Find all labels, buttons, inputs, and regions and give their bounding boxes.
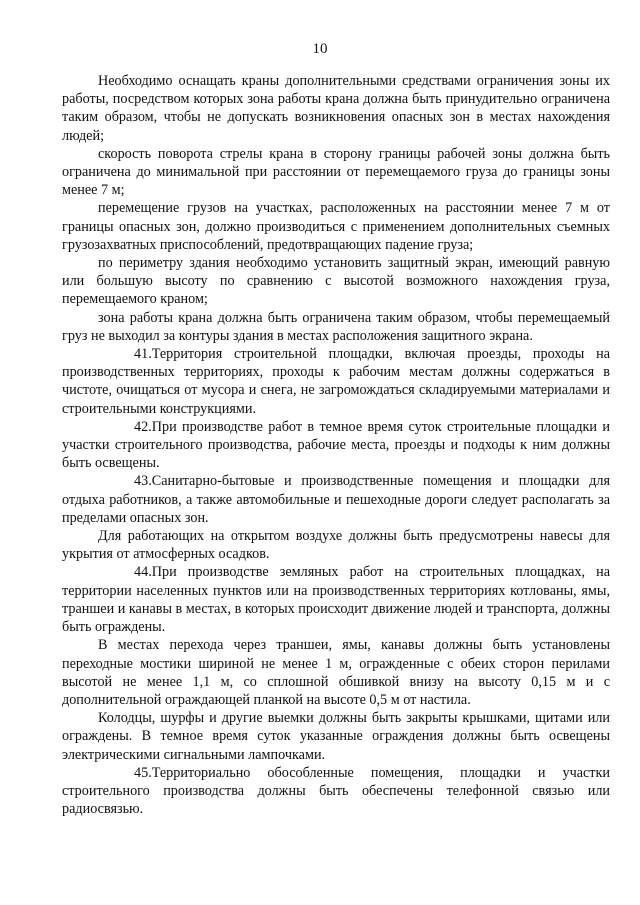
paragraph-43 — [62, 472, 610, 527]
paragraph-protective-screen — [62, 254, 610, 309]
paragraph-wells — [62, 709, 610, 764]
document-body — [62, 72, 610, 818]
paragraph-number: 43. — [134, 473, 152, 490]
paragraph-number: 41. — [134, 346, 152, 363]
paragraph-crane-zone — [62, 309, 610, 345]
paragraph-number: 45. — [134, 764, 152, 781]
paragraph-text: Для работающих на открытом воздухе должны быть предусмотрены навесы для укрытия от атмосферных осадков. — [62, 528, 610, 563]
paragraph-text: Необходимо оснащать краны дополнительными средствами ограничения зоны их работы, посредством которых зона работы крана должна быть принудительно ограничена таким образом, чтобы не допускать возникновения опасных зон в местах нахождения людей; — [62, 73, 610, 144]
page-number: 10 — [312, 41, 328, 57]
paragraph-text: зона работы крана должна быть ограничена таким образом, чтобы перемещаемый груз не выходил за контуры здания в местах расположения защитного экрана. — [62, 309, 610, 344]
paragraph-42 — [62, 418, 610, 473]
paragraph-41 — [62, 345, 610, 418]
paragraph-text: При производстве работ в темное время суток строительные площадки и участки строительного производства, рабочие места, проезды и подходы к ним должны быть освещены. — [62, 418, 610, 472]
paragraph-text: Территория строительной площадки, включая проезды, проходы на производственных территориях, проходы к рабочим местам должны содержаться в чистоте, очищаться от мусора и снега, не загромождаться складируемыми материалами и строительными конструкциями. — [62, 346, 610, 417]
paragraph-canopies — [62, 527, 610, 563]
paragraph-45 — [62, 764, 610, 819]
paragraph-load-moving — [62, 199, 610, 254]
paragraph-text: скорость поворота стрелы крана в сторону границы рабочей зоны должна быть ограничена до минимальной при расстоянии от перемещаемого груза до границы зоны менее 7 м; — [62, 145, 610, 199]
paragraph-text: В местах перехода через траншеи, ямы, канавы должны быть установлены переходные мостики шириной не менее 1 м, огражденные с обеих сторон перилами высотой не менее 1,1 м, со сплошной обшивкой внизу на высоту 0,15 м и с дополнительной ограждающей планкой на высоте 0,5 м от настила. — [62, 637, 610, 708]
paragraph-text: Территориально обособленные помещения, площадки и участки строительного производства должны быть обеспечены телефонной связью или радиосвязью. — [62, 764, 610, 818]
paragraph-text: перемещение грузов на участках, расположенных на расстоянии менее 7 м от границы опасных зон, должно производиться с применением дополнительных съемных грузозахватных приспособлений, предотвращающих падение груза; — [62, 200, 610, 253]
paragraph-bridges — [62, 636, 610, 709]
paragraph-text: При производстве земляных работ на строительных площадках, на территории населенных пунктов или на производственных территориях котлованы, ямы, траншеи и канавы в местах, в которых происходит движение людей и транспорта, должны быть ограждены. — [62, 564, 610, 636]
paragraph-boom-speed — [62, 145, 610, 200]
paragraph-number: 42. — [134, 418, 152, 435]
paragraph-text: Санитарно-бытовые и производственные помещения и площадки для отдыха работников, а также автомобильные и пешеходные дороги следует располагать за пределами опасных зон. — [62, 473, 610, 526]
paragraph-number: 44. — [134, 564, 152, 581]
paragraph-text: Колодцы, шурфы и другие выемки должны быть закрыты крышками, щитами или ограждены. В темное время суток указанные ограждения должны быть освещены электрическими сигнальными лампочками. — [62, 710, 610, 763]
paragraph-44 — [62, 563, 610, 636]
paragraph-text: по периметру здания необходимо установить защитный экран, имеющий равную или большую высоту по сравнению с высотой возможного нахождения груза, перемещаемого краном; — [62, 255, 610, 308]
paragraph-crane-limits — [62, 72, 610, 145]
